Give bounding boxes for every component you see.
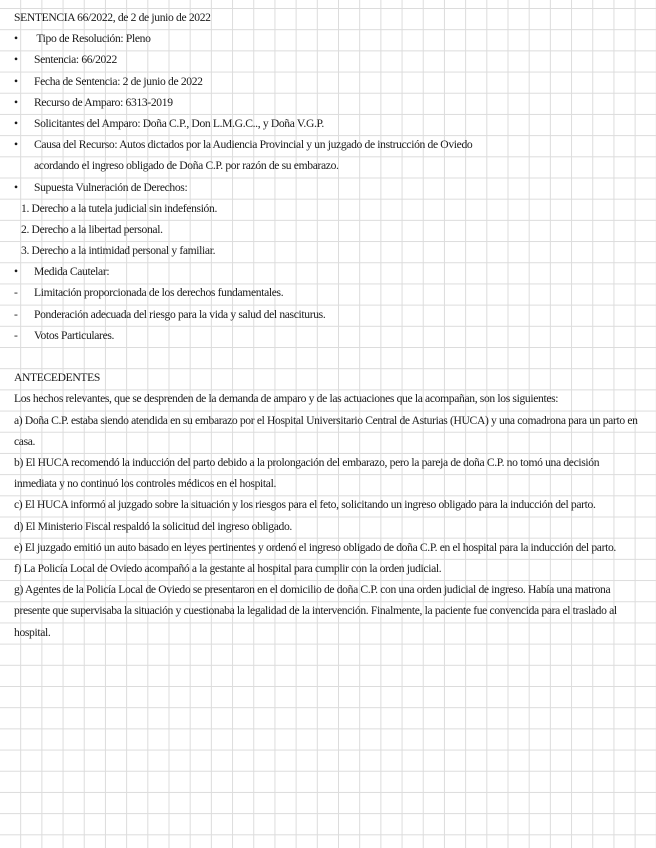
derecho-item: 3. Derecho a la intimidad personal y familiar. [21,244,216,258]
bullet-text: Medida Cautelar: [34,265,110,279]
bullet-text: Supuesta Vulneración de Derechos: [34,180,188,194]
bullet-mark: • [14,95,18,109]
dash-mark: - [14,307,18,321]
bullet-causa [14,134,642,155]
bullet-medida [14,261,642,282]
document-page [14,7,642,643]
bullet-mark: • [14,180,18,194]
paragraph-d: d) El Ministerio Fiscal respaldó la solicitud del ingreso obligado. [14,519,292,533]
bullet-mark: • [14,138,18,152]
paragraph-e: e) El juzgado emitió un auto basado en leyes pertinentes y ordenó el ingreso obligado de doña C.P. en el hospital para la inducción del parto. [14,540,616,554]
derecho-item: 2. Derecho a la libertad personal. [21,222,163,236]
bullet-text: Sentencia: 66/2022 [34,53,117,67]
dash-text: Ponderación adecuada del riesgo para la vida y salud del nasciturus. [34,307,326,321]
causa-continuation: acordando el ingreso obligado de Doña C.P. por razón de su embarazo. [34,159,339,173]
bullet-sentencia [14,49,642,70]
bullet-tipo-resolucion [14,28,642,49]
bullet-solicitantes [14,113,642,134]
bullet-mark: • [14,116,18,130]
bullet-fecha [14,71,642,92]
section-title-antecedentes: ANTECEDENTES [14,371,100,385]
paragraph-a: a) Doña C.P. estaba siendo atendida en su embarazo por el Hospital Universitario Central de Asturias (HUCA) y una comadrona para un parto en casa. [14,413,638,448]
paragraph-c: c) El HUCA informó al juzgado sobre la situación y los riesgos para el feto, solicitando un ingreso obligado para la inducción del parto. [14,498,596,512]
bullet-recurso [14,92,642,113]
dash-text: Votos Particulares. [34,328,115,342]
dash-item [14,282,642,303]
bullet-text: Solicitantes del Amparo: Doña C.P., Don L.M.G.C.., y Doña V.G.P. [34,116,324,130]
derecho-item: 1. Derecho a la tutela judicial sin indefensión. [21,201,218,215]
spacer [14,346,642,367]
dash-mark: - [14,328,18,342]
bullet-mark: • [14,265,18,279]
dash-mark: - [14,286,18,300]
document-header: SENTENCIA 66/2022, de 2 de junio de 2022 [14,11,211,24]
paragraph-intro: Los hechos relevantes, que se desprenden de la demanda de amparo y de las actuaciones que la acompañan, son los siguientes: [14,392,559,406]
bullet-text: Tipo de Resolución: Pleno [34,32,151,46]
paragraph-b: b) El HUCA recomendó la inducción del parto debido a la prolongación del embarazo, pero la pareja de doña C.P. no tomó una decisión inmediata y no continuó los controles médicos en el hospital. [14,455,600,491]
bullet-mark: • [14,32,18,46]
bullet-text: Fecha de Sentencia: 2 de junio de 2022 [34,74,203,88]
paragraph-f: f) La Policía Local de Oviedo acompañó a la gestante al hospital para cumplir con la orden judicial. [14,562,442,575]
paragraph-g: g) Agentes de la Policía Local de Oviedo se presentaron en el domicilio de doña C.P. con una orden judicial de ingreso. Había una matrona presente que supervisaba la situación y cuestionaba la legalidad de la intervención. Finalmente, la paciente fue convencida para el traslado al hospital. [14,583,617,639]
bullet-text: Recurso de Amparo: 6313-2019 [34,95,173,109]
dash-item [14,325,642,346]
bullet-mark: • [14,74,18,88]
dash-text: Limitación proporcionada de los derechos fundamentales. [34,286,284,300]
bullet-mark: • [14,53,18,67]
dash-item [14,304,642,325]
bullet-vulneracion [14,177,642,198]
bullet-text: Causa del Recurso: Autos dictados por la Audiencia Provincial y un juzgado de instrucción de Oviedo [34,138,473,152]
